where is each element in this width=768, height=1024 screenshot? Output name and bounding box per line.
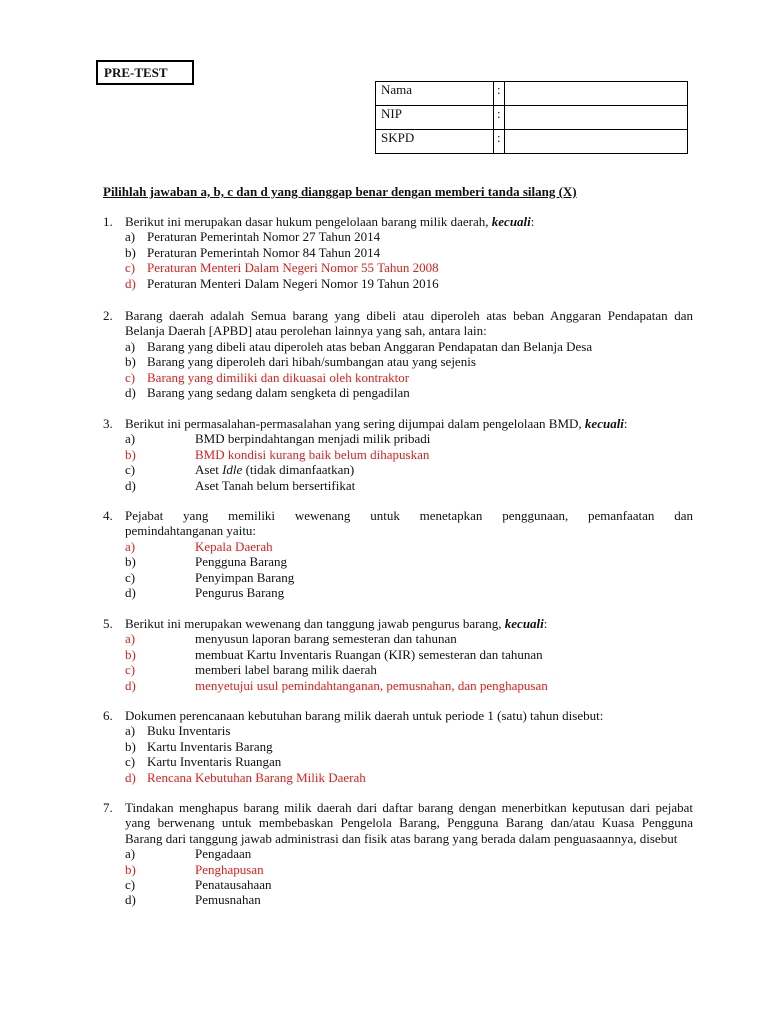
question-text: Pejabat yang memiliki wewenang untuk menetapkan penggunaan, pemanfaatan dan pemindahtanganan yaitu:	[125, 508, 693, 539]
answer-option[interactable]: d) Pemusnahan	[125, 892, 261, 908]
answer-option[interactable]: a) Peraturan Pemerintah Nomor 27 Tahun 2014	[125, 229, 381, 245]
question-emphasis: kecuali	[491, 214, 531, 229]
answer-option[interactable]: c) Kartu Inventaris Ruangan	[125, 754, 282, 770]
question-text: Berikut ini merupakan wewenang dan tanggung jawab pengurus barang, kecuali:	[125, 616, 548, 631]
answer-option-highlighted[interactable]: d) Rencana Kebutuhan Barang Milik Daerah	[125, 769, 366, 785]
question-2	[103, 308, 693, 400]
identity-colon: :	[494, 106, 505, 130]
answer-option[interactable]: a) Pengadaan	[125, 846, 252, 862]
question-number: 4.	[103, 508, 113, 523]
question-3	[103, 416, 693, 493]
instruction-text: Pilihlah jawaban a, b, c dan d yang dianggap benar dengan memberi tanda silang (X)	[103, 184, 577, 199]
answer-option[interactable]: c) Penyimpan Barang	[125, 569, 295, 585]
answer-option-highlighted[interactable]: d) menyetujui usul pemindahtanganan, pemusnahan, dan penghapusan	[125, 677, 548, 693]
question-1	[103, 214, 693, 291]
answer-option[interactable]: d) Barang yang sedang dalam sengketa di pengadilan	[125, 385, 410, 401]
question-text: Berikut ini merupakan dasar hukum pengelolaan barang milik daerah, kecuali:	[125, 214, 535, 229]
answer-option-letter-highlighted[interactable]: c) memberi label barang milik daerah	[125, 662, 377, 678]
identity-row-nama	[376, 82, 688, 106]
answer-option[interactable]: b) Peraturan Pemerintah Nomor 84 Tahun 2014	[125, 244, 381, 260]
question-number: 5.	[103, 616, 113, 631]
question-emphasis: kecuali	[504, 616, 544, 631]
question-text: Barang daerah adalah Semua barang yang dibeli atau diperoleh atas beban Anggaran Pendapatan dan Belanja Daerah [APBD] atau perolehan lainnya yang sah, antara lain:	[125, 308, 693, 339]
answer-option[interactable]: b) Barang yang diperoleh dari hibah/sumbangan atau yang sejenis	[125, 354, 476, 370]
answer-option[interactable]: a) BMD berpindahtangan menjadi milik pribadi	[125, 431, 431, 447]
identity-form	[375, 81, 688, 154]
question-5	[103, 616, 693, 693]
question-number: 1.	[103, 214, 113, 229]
answer-option-letter-highlighted[interactable]: d) Peraturan Menteri Dalam Negeri Nomor 19 Tahun 2016	[125, 275, 439, 291]
question-text: Tindakan menghapus barang milik daerah dari daftar barang dengan menerbitkan keputusan dari pejabat yang berwenang untuk membebaskan Pengelola Barang, Pengguna Barang dan/atau Kuasa Pengguna Barang dari tanggung jawab administrasi dan fisik atas barang yang berada dalam penguasaannya, disebut	[125, 800, 693, 846]
answer-option[interactable]: d) Aset Tanah belum bersertifikat	[125, 477, 356, 493]
answer-option-highlighted[interactable]: a) Kepala Daerah	[125, 538, 273, 554]
identity-row-skpd	[376, 130, 688, 154]
answer-option-letter-highlighted[interactable]: b) membuat Kartu Inventaris Ruangan (KIR) semesteran dan tahunan	[125, 646, 543, 662]
answer-option-highlighted[interactable]: c) Peraturan Menteri Dalam Negeri Nomor 55 Tahun 2008	[125, 260, 439, 276]
question-number: 2.	[103, 308, 113, 323]
answer-option-highlighted[interactable]: b) BMD kondisi kurang baik belum dihapuskan	[125, 446, 430, 462]
identity-label: SKPD	[376, 130, 494, 154]
pretest-label: PRE-TEST	[96, 60, 194, 85]
identity-colon: :	[494, 130, 505, 154]
answer-option[interactable]: c) Penatausahaan	[125, 877, 272, 893]
question-number: 3.	[103, 416, 113, 431]
identity-label: NIP	[376, 106, 494, 130]
answer-option[interactable]: a) Buku Inventaris	[125, 723, 231, 739]
answer-option[interactable]: d) Pengurus Barang	[125, 585, 285, 601]
identity-value-nip[interactable]	[505, 106, 688, 130]
identity-label: Nama	[376, 82, 494, 106]
answer-option[interactable]: c) Aset Idle (tidak dimanfaatkan)	[125, 462, 355, 478]
question-number: 7.	[103, 800, 113, 815]
answer-option[interactable]: b) Pengguna Barang	[125, 554, 288, 570]
answer-option-letter-highlighted[interactable]: a) menyusun laporan barang semesteran dan tahunan	[125, 631, 457, 647]
question-emphasis: kecuali	[584, 416, 624, 431]
question-4	[103, 508, 693, 600]
question-text: Berikut ini permasalahan-permasalahan yang sering dijumpai dalam pengelolaan BMD, kecuali:	[125, 416, 628, 431]
answer-option[interactable]: b) Kartu Inventaris Barang	[125, 738, 273, 754]
question-text: Dokumen perencanaan kebutuhan barang milik daerah untuk periode 1 (satu) tahun disebut:	[125, 708, 604, 723]
question-7	[103, 800, 693, 908]
answer-option-highlighted[interactable]: c) Barang yang dimiliki dan dikuasai oleh kontraktor	[125, 369, 410, 385]
identity-colon: :	[494, 82, 505, 106]
identity-row-nip	[376, 106, 688, 130]
question-number: 6.	[103, 708, 113, 723]
identity-value-skpd[interactable]	[505, 130, 688, 154]
identity-value-nama[interactable]	[505, 82, 688, 106]
question-6	[103, 708, 693, 785]
answer-option[interactable]: a) Barang yang dibeli atau diperoleh atas beban Anggaran Pendapatan dan Belanja Desa	[125, 338, 593, 354]
answer-option-highlighted[interactable]: b) Penghapusan	[125, 861, 264, 877]
